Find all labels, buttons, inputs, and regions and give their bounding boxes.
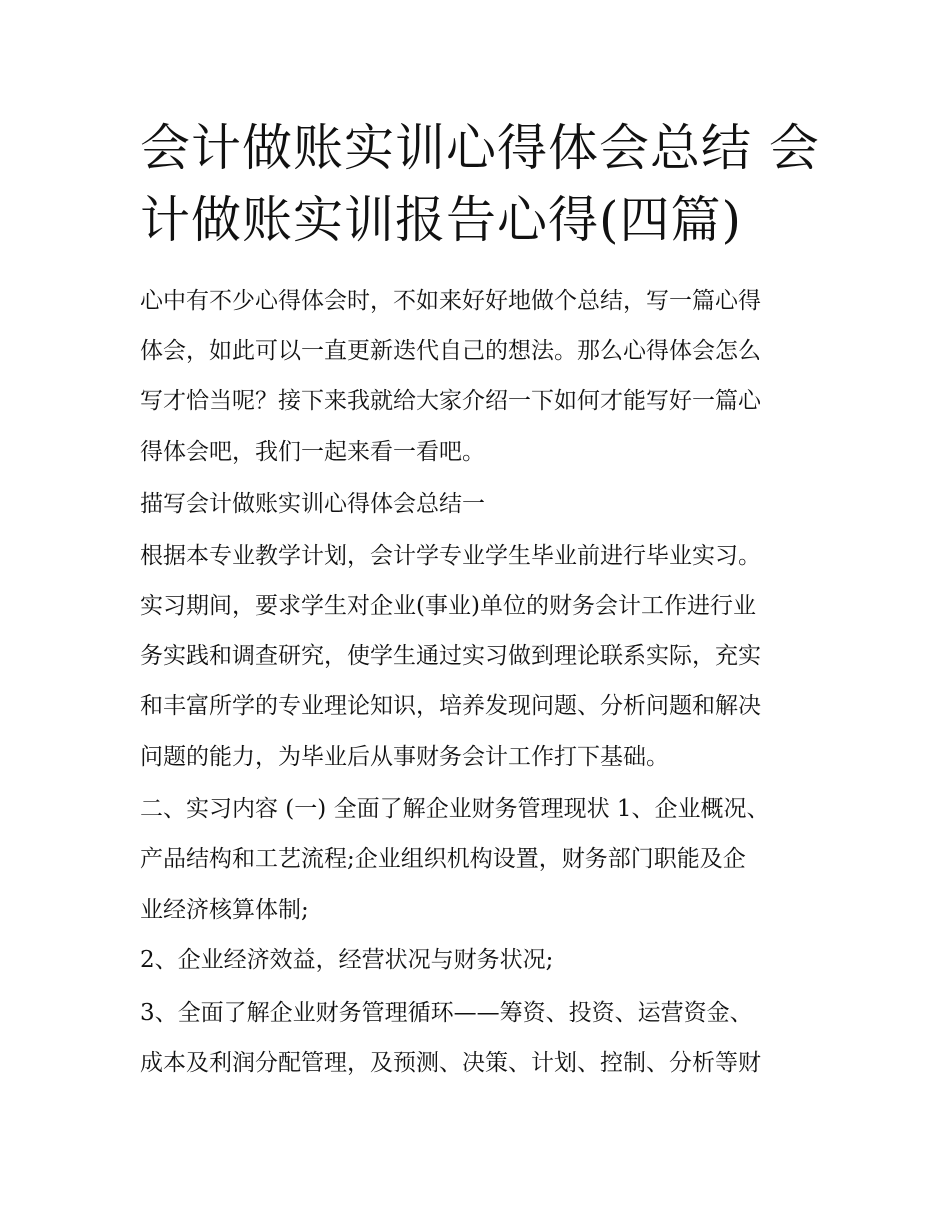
body-line: 二、实习内容 (一) 全面了解企业财务管理现状 1、企业概况、 — [140, 796, 770, 822]
body-line: 体会，如此可以一直更新迭代自己的想法。那么心得体会怎么 — [140, 338, 761, 364]
body-line: 根据本专业教学计划，会计学专业学生毕业前进行毕业实习。 — [140, 543, 761, 569]
section-heading: 描写会计做账实训心得体会总结一 — [140, 491, 485, 517]
body-line: 写才恰当呢？接下来我就给大家介绍一下如何才能写好一篇心 — [140, 388, 761, 414]
title-line: 计做账实训报告心得(四篇) — [140, 191, 743, 249]
body-line: 得体会吧，我们一起来看一看吧。 — [140, 439, 485, 465]
body-line: 实习期间，要求学生对企业(事业)单位的财务会计工作进行业 — [140, 593, 756, 619]
body-line: 心中有不少心得体会时，不如来好好地做个总结，写一篇心得 — [140, 288, 761, 314]
body-line: 成本及利润分配管理，及预测、决策、计划、控制、分析等财 — [140, 1050, 761, 1076]
body-line: 务实践和调查研究，使学生通过实习做到理论联系实际，充实 — [140, 643, 761, 669]
body-line: 3、全面了解企业财务管理循环——筹资、投资、运营资金、 — [140, 1000, 753, 1026]
body-line: 2、企业经济效益，经营状况与财务状况; — [140, 947, 554, 973]
body-line: 产品结构和工艺流程;企业组织机构设置，财务部门职能及企 — [140, 846, 746, 872]
body-line: 和丰富所学的专业理论知识，培养发现问题、分析问题和解决 — [140, 693, 761, 719]
title-line: 会计做账实训心得体会总结 会 — [140, 119, 820, 177]
document-title — [140, 112, 820, 256]
body-line: 业经济核算体制; — [140, 897, 309, 923]
body-line: 问题的能力，为毕业后从事财务会计工作打下基础。 — [140, 744, 669, 770]
